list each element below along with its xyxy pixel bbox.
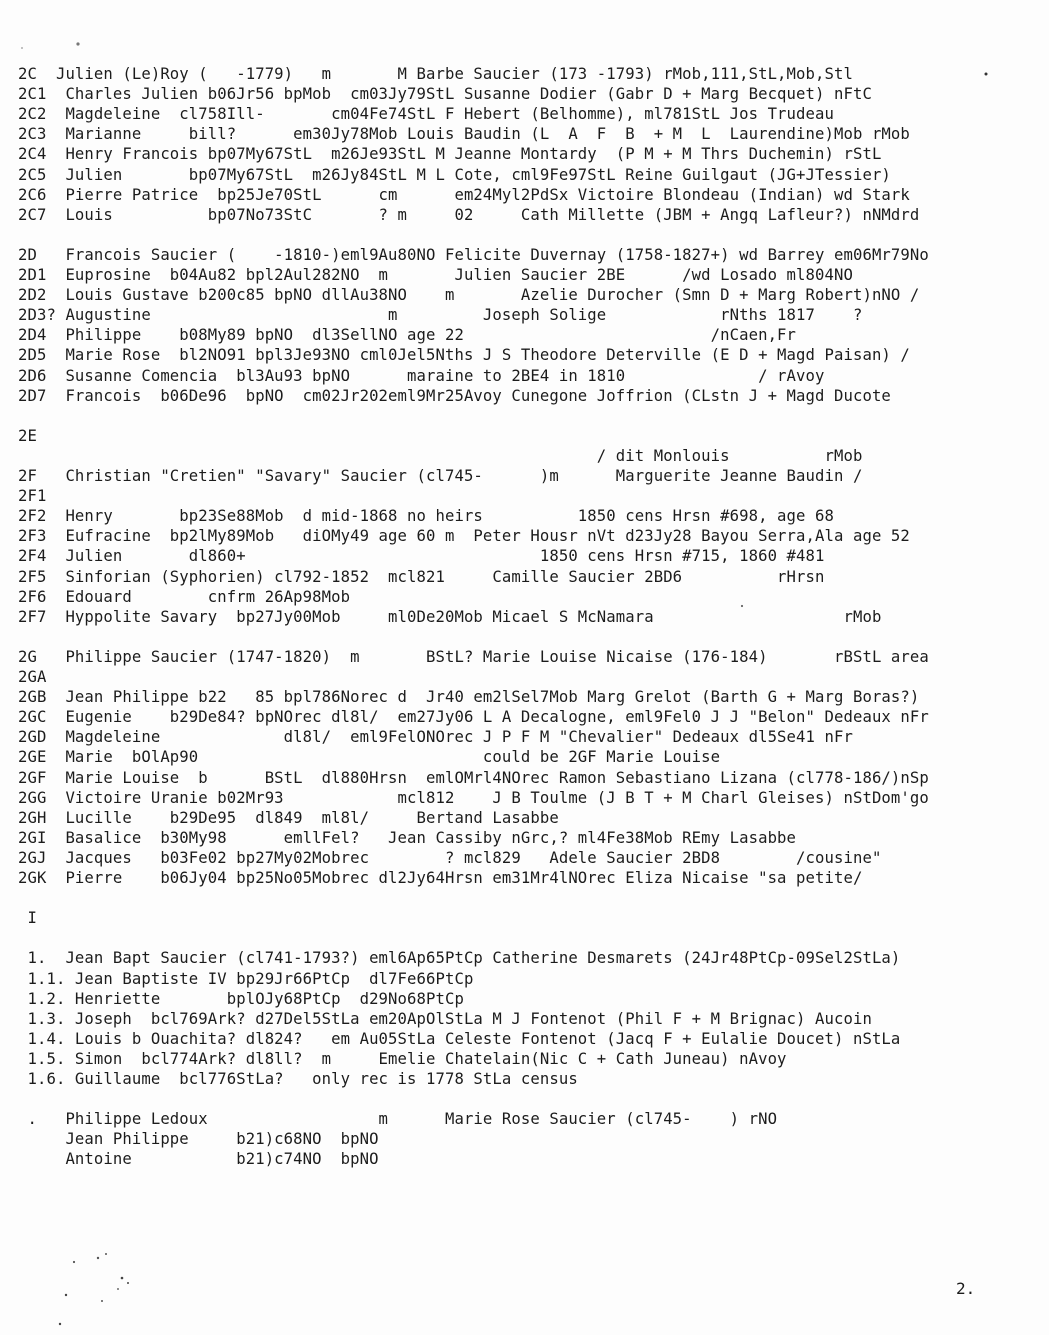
- text-line: 2C2 Magdeleine cl758Ill- cm04Fe74StL F Hebert (Belhomme), ml781StL Jos Trudeau: [18, 105, 834, 124]
- text-line: 2C5 Julien bp07My67StL m26Jy84StL M L Cote, cml9Fe97StL Reine Guilgaut (JG+JTessier): [18, 165, 891, 184]
- text-line: 2G Philippe Saucier (1747-1820) m BStL? Marie Louise Nicaise (176-184) rBStL area: [18, 647, 929, 666]
- text-line: 2GG Victoire Uranie b02Mr93 mcl812 J B Toulme (J B T + M Charl Gleises) nStDom'go: [18, 788, 929, 807]
- text-line: 2E: [18, 426, 37, 445]
- text-line: 2F4 Julien dl860+ 1850 cens Hrsn #715, 1860 #481: [18, 547, 825, 566]
- text-line: 2F1: [18, 487, 47, 506]
- text-line: 2GJ Jacques b03Fe02 bp27My02Mobrec ? mcl829 Adele Saucier 2BD8 /cousine": [18, 848, 882, 867]
- text-line: 2F3 Eufracine bp2lMy89Mob diOMy49 age 60 m Peter Housr nVt d23Jy28 Bayou Serra,Ala age 52: [18, 527, 910, 546]
- text-line: 2C4 Henry Francois bp07My67StL m26Je93StL M Jeanne Montardy (P M + M Thrs Duchemin) rStL: [18, 145, 882, 164]
- text-line: 2F Christian "Cretien" "Savary" Saucier (cl745- )m Marguerite Jeanne Baudin /: [18, 467, 863, 485]
- text-line: Jean Philippe b21)c68NO bpNO: [18, 1130, 379, 1149]
- text-line: 2F7 Hyppolite Savary bp27Jy00Mob ml0De20Mob Micael S McNamara rMob: [18, 607, 882, 626]
- text-line: 2D7 Francois b06De96 bpNO cm02Jr202eml9Mr25Avoy Cunegone Joffrion (CLstn J + Magd Ducote: [18, 386, 891, 405]
- text-line: 2GI Basalice b30My98 emllFel? Jean Cassiby nGrc,? ml4Fe38Mob REmy Lasabbe: [18, 828, 797, 847]
- text-line: 2D5 Marie Rose bl2NO91 bpl3Je93NO cml0Jel5Nths J S Theodore Deterville (E D + Magd Paisan) /: [18, 346, 910, 365]
- text-line: 2D3? Augustine m Joseph Solige rNths 1817 ?: [18, 306, 863, 325]
- text-line: [18, 888, 1028, 908]
- text-line: 2C1 Charles Julien b06Jr56 bpMob cm03Jy79StL Susanne Dodier (Gabr D + Marg Becquet) nFtC: [18, 85, 872, 104]
- text-line: 2F5 Sinforian (Syphorien) cl792-1852 mcl821 Camille Saucier 2BD6 rHrsn: [18, 567, 825, 586]
- text-line: 2GD Magdeleine dl8l/ eml9FelONOrec J P F M "Chevalier" Dedeaux dl5Se41 nFr: [18, 728, 853, 747]
- text-line: [18, 225, 1028, 245]
- text-line: 2C3 Marianne bill? em30Jy78Mob Louis Baudin (L A F B + M L Laurendine)Mob rMob: [18, 125, 910, 144]
- text-line: 1.1. Jean Baptiste IV bp29Jr66PtCp dl7Fe66PtCp: [18, 969, 474, 988]
- text-line: 1. Jean Bapt Saucier (cl741-1793?) eml6Ap65PtCp Catherine Desmarets (24Jr48PtCp-09Sel2StLa): [18, 949, 901, 968]
- text-line: 1.5. Simon bcl774Ark? dl8ll? m Emelie Chatelain(Nic C + Cath Juneau) nAvoy: [18, 1049, 787, 1068]
- text-line: 2GF Marie Louise b BStL dl880Hrsn emlOMrl4NOrec Ramon Sebastiano Lizana (cl778-186/)nSp: [18, 768, 929, 787]
- text-line: 2D2 Louis Gustave b200c85 bpNO dllAu38NO m Azelie Durocher (Smn D + Marg Robert)nNO /: [18, 286, 920, 305]
- text-line: / dit Monlouis rMob: [18, 446, 863, 465]
- text-line: 2D4 Philippe b08My89 bpNO dl3SellNO age 22 /nCaen,Fr: [18, 326, 797, 345]
- text-line: Antoine b21)c74NO bpNO: [18, 1150, 379, 1169]
- text-line: 2GH Lucille b29De95 dl849 ml8l/ Bertand Lasabbe: [18, 808, 559, 827]
- text-line: 1.4. Louis b Ouachita? dl824? em Au05StLa Celeste Fontenot (Jacq F + Eulalie Doucet) nStLa: [18, 1029, 901, 1048]
- text-line: 1.2. Henriette bplOJy68PtCp d29No68PtCp: [18, 989, 464, 1008]
- page-number: 2.: [956, 1279, 976, 1298]
- text-line: 2GK Pierre b06Jy04 bp25No05Mobrec dl2Jy64Hrsn em31Mr4lNOrec Eliza Nicaise "sa petite/: [18, 869, 863, 887]
- text-line: 2D6 Susanne Comencia bl3Au93 bpNO maraine to 2BE4 in 1810 / rAvoy: [18, 366, 825, 385]
- text-line: 2GB Jean Philippe b22 85 bpl786Norec d Jr40 em2lSel7Mob Marg Grelot (Barth G + Marg Boras?): [18, 688, 920, 707]
- text-line: 1.6. Guillaume bcl776StLa? only rec is 1778 StLa census: [18, 1070, 578, 1088]
- text-line: I: [18, 909, 37, 928]
- text-line: 2D Francois Saucier ( -1810-)eml9Au80NO Felicite Duvernay (1758-1827+) wd Barrey em06Mr79No: [18, 245, 929, 264]
- text-line: 2GE Marie bOlAp90 could be 2GF Marie Louise: [18, 748, 721, 767]
- text-line: 2GA: [18, 668, 47, 686]
- text-line: [18, 627, 1028, 647]
- text-line: 2D1 Euprosine b04Au82 bpl2Aul282NO m Julien Saucier 2BE /wd Losado ml804NO: [18, 266, 853, 284]
- text-line: 2C7 Louis bp07No73StC ? m 02 Cath Millette (JBM + Angq Lafleur?) nNMdrd: [18, 205, 920, 224]
- text-line: 1.3. Joseph bcl769Ark? d27Del5StLa em20ApOlStLa M J Fontenot (Phil F + M Brignac) Aucoin: [18, 1009, 872, 1028]
- text-line: 2F6 Edouard cnfrm 26Ap98Mob: [18, 587, 351, 606]
- text-line: 2C Julien (Le)Roy ( -1779) m M Barbe Saucier (173 -1793) rMob,111,StL,Mob,Stl: [18, 65, 853, 83]
- text-line: 2C6 Pierre Patrice bp25Je70StL cm em24Myl2PdSx Victoire Blondeau (Indian) wd Stark: [18, 185, 910, 204]
- text-line: [18, 406, 1028, 426]
- text-line: [18, 1089, 1028, 1109]
- text-line: 2F2 Henry bp23Se88Mob d mid-1868 no heirs 1850 cens Hrsn #698, age 68: [18, 507, 834, 526]
- text-line: . Philippe Ledoux m Marie Rose Saucier (cl745- ) rNO: [18, 1110, 778, 1129]
- text-line: 2GC Eugenie b29De84? bpNOrec dl8l/ em27Jy06 L A Decalogne, eml9Fel0 J J "Belon" Dedeaux nFr: [18, 708, 929, 727]
- text-line: [18, 928, 1028, 948]
